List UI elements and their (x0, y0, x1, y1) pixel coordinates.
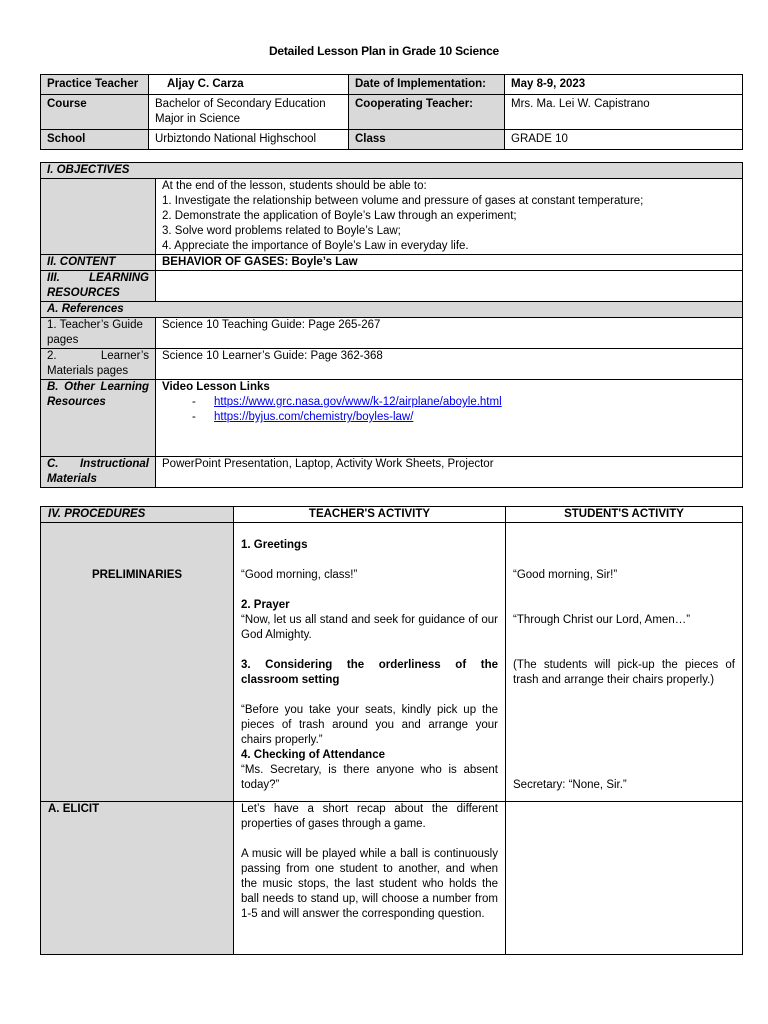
table-row (41, 802, 743, 955)
school-value: Urbiztondo National Highschool (149, 130, 349, 150)
elicit-teacher (234, 802, 506, 955)
byjus-boyle-link[interactable]: https://byjus.com/chemistry/boyles-law/ (214, 411, 414, 423)
video-links-list (162, 395, 736, 425)
table-row (41, 163, 743, 179)
objectives-table (40, 162, 743, 488)
course-value-line2: Major in Science (155, 113, 241, 125)
list-item (192, 410, 736, 425)
course-value-line1: Bachelor of Secondary Education (155, 98, 326, 110)
procedures-table (40, 506, 743, 955)
other-resources-value (156, 380, 743, 457)
elicit-paragraph-1: Let’s have a short recap about the different properties of gases through a game. (241, 803, 498, 830)
table-row (41, 457, 743, 488)
table-row (41, 380, 743, 457)
date-label: Date of Implementation: (349, 75, 505, 95)
date-value: May 8-9, 2023 (505, 75, 743, 95)
teachers-guide-label: 1. Teacher’s Guide pages (41, 318, 156, 349)
content-label: II. CONTENT (41, 255, 156, 271)
table-row (41, 302, 743, 318)
teacher-activity-header: TEACHER'S ACTIVITY (234, 507, 506, 523)
objective-item: 1. Investigate the relationship between volume and pressure of gases at constant temperature; (162, 195, 644, 207)
table-row (41, 255, 743, 271)
table-row (41, 523, 743, 802)
cooperating-label: Cooperating Teacher: (349, 95, 505, 130)
list-item (192, 395, 736, 410)
student-activity-header: STUDENT'S ACTIVITY (506, 507, 743, 523)
class-value: GRADE 10 (505, 130, 743, 150)
content-value: BEHAVIOR OF GASES: Boyle’s Law (156, 255, 743, 271)
orderliness-heading: 3. Considering the orderliness of the classroom setting (241, 659, 498, 686)
objective-item: 3. Solve word problems related to Boyle’s Law; (162, 225, 401, 237)
table-row (41, 95, 743, 130)
nasa-boyle-link[interactable]: https://www.grc.nasa.gov/www/k-12/airplane/aboyle.html (214, 396, 502, 408)
orderliness-student: (The students will pick-up the pieces of trash and arrange their chairs properly.) (513, 659, 735, 686)
elicit-label: A. ELICIT (41, 802, 234, 955)
learning-resources-label: III. LEARNING RESOURCES (41, 271, 156, 302)
table-row (41, 179, 743, 255)
objectives-intro: At the end of the lesson, students should be able to: (162, 180, 427, 192)
objective-item: 2. Demonstrate the application of Boyle’s Law through an experiment; (162, 210, 517, 222)
preliminaries-teacher (234, 523, 506, 802)
prayer-student: “Through Christ our Lord, Amen…” (513, 614, 691, 626)
preliminaries-label: PRELIMINARIES (91, 569, 183, 581)
table-row (41, 130, 743, 150)
table-row (41, 318, 743, 349)
table-header-row (41, 507, 743, 523)
teachers-guide-value: Science 10 Teaching Guide: Page 265-267 (156, 318, 743, 349)
course-label: Course (41, 95, 149, 130)
elicit-student (506, 802, 743, 955)
prayer-teacher: “Now, let us all stand and seek for guidance of our God Almighty. (241, 614, 498, 641)
table-row (41, 75, 743, 95)
objectives-list (156, 179, 743, 255)
orderliness-teacher: “Before you take your seats, kindly pick up the pieces of trash around you and arrange your chairs properly.” (241, 704, 498, 746)
practice-teacher-value: Aljay C. Carza (149, 75, 349, 95)
attendance-teacher: “Ms. Secretary, is there anyone who is absent today?” (241, 764, 498, 791)
other-resources-label: B. Other Learning Resources (41, 380, 156, 457)
course-value (149, 95, 349, 130)
practice-teacher-label: Practice Teacher (41, 75, 149, 95)
preliminaries-student (506, 523, 743, 802)
procedures-label: IV. PROCEDURES (41, 507, 234, 523)
elicit-paragraph-2: A music will be played while a ball is continuously passing from one student to another, and when the music stops, the last student who holds the ball needs to stand up, will choose a number from 1-5 and will answer the corresponding question. (241, 848, 498, 920)
learners-materials-value: Science 10 Learner’s Guide: Page 362-368 (156, 349, 743, 380)
learners-materials-label: 2. Learner’s Materials pages (41, 349, 156, 380)
preliminaries-cell (41, 523, 234, 802)
cooperating-value: Mrs. Ma. Lei W. Capistrano (505, 95, 743, 130)
greetings-teacher: “Good morning, class!” (241, 569, 358, 581)
attendance-heading: 4. Checking of Attendance (241, 749, 385, 761)
class-label: Class (349, 130, 505, 150)
instructional-materials-label: C. Instructional Materials (41, 457, 156, 488)
prayer-heading: 2. Prayer (241, 599, 290, 611)
objective-item: 4. Appreciate the importance of Boyle’s Law in everyday life. (162, 240, 469, 252)
video-links-heading: Video Lesson Links (162, 381, 270, 393)
document-title: Detailed Lesson Plan in Grade 10 Science (268, 44, 500, 58)
references-label: A. References (41, 302, 743, 318)
school-label: School (41, 130, 149, 150)
table-row (41, 349, 743, 380)
table-row (41, 271, 743, 302)
greetings-heading: 1. Greetings (241, 539, 308, 551)
objectives-label: I. OBJECTIVES (41, 163, 743, 179)
attendance-student: Secretary: “None, Sir.” (513, 779, 627, 791)
info-table (40, 74, 743, 150)
instructional-materials-value: PowerPoint Presentation, Laptop, Activity Work Sheets, Projector (156, 457, 743, 488)
greetings-student: “Good morning, Sir!” (513, 569, 618, 581)
